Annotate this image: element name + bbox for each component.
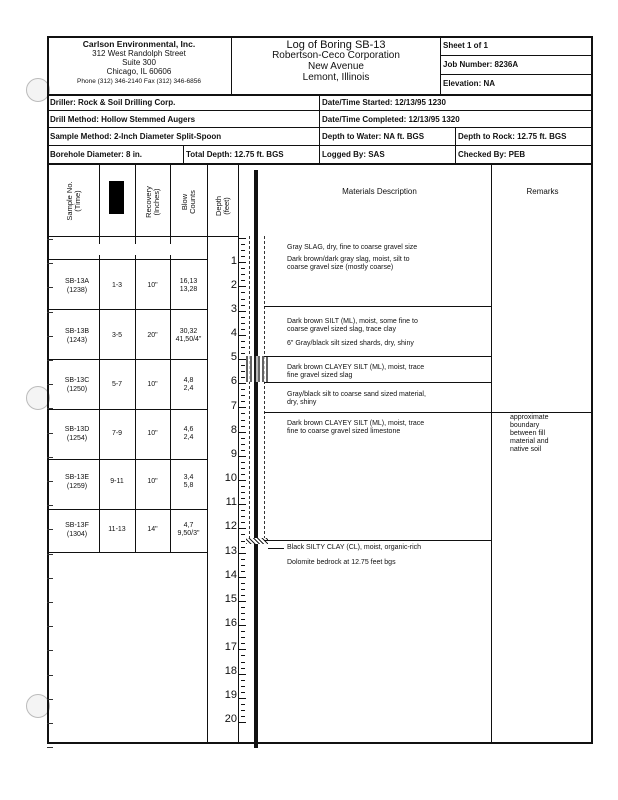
- depth-tick: [241, 547, 245, 548]
- depth-tick: [241, 655, 245, 656]
- depth-tick: [241, 571, 245, 572]
- elevation: Elevation: NA: [443, 79, 496, 88]
- margin-tick: [47, 578, 53, 579]
- sample-id: SB-13D: [64, 426, 90, 433]
- sample-time: (1304): [66, 531, 88, 538]
- sample-recovery: 10": [147, 430, 158, 437]
- depth-tick: [241, 589, 245, 590]
- depth-tick: [241, 541, 245, 542]
- sample-time: (1238): [66, 287, 88, 294]
- depth-tick: [241, 341, 245, 342]
- header-sample: Sample No. (Time): [65, 181, 82, 221]
- depth-label: 6: [230, 375, 237, 387]
- sample-id: SB-13E: [64, 474, 90, 481]
- margin-tick: [47, 408, 53, 409]
- margin-tick: [47, 699, 53, 700]
- depth-label: 16: [224, 617, 237, 629]
- sample-blow-1: 4,8: [183, 377, 194, 384]
- sample-blow-2: 13,28: [179, 286, 198, 293]
- depth-tick: [241, 613, 245, 614]
- margin-tick: [47, 554, 53, 555]
- depth-tick: [238, 504, 246, 505]
- depth-to-rock: Depth to Rock: 12.75 ft. BGS: [458, 132, 567, 141]
- depth-tick: [241, 510, 245, 511]
- depth-tick: [241, 280, 245, 281]
- margin-tick: [47, 312, 53, 313]
- depth-tick: [238, 456, 246, 457]
- depth-tick: [238, 722, 246, 723]
- depth-label: 14: [224, 569, 237, 581]
- depth-tick: [241, 274, 245, 275]
- depth-tick: [241, 450, 245, 451]
- depth-tick: [241, 686, 245, 687]
- depth-label: 20: [224, 713, 237, 725]
- depth-tick: [241, 268, 245, 269]
- project-street: New Avenue: [308, 61, 364, 72]
- remark-line: between fill: [510, 430, 546, 437]
- sample-blow-2: 41,50/4": [175, 336, 202, 343]
- depth-label: 17: [224, 641, 237, 653]
- desc-silty-clay: Black SILTY CLAY (CL), moist, organic-rich: [287, 544, 422, 551]
- sample-recovery: 20": [147, 332, 158, 339]
- checked-by: Checked By: PEB: [458, 150, 526, 159]
- depth-tick: [241, 710, 245, 711]
- company-name: Carlson Environmental, Inc.: [82, 39, 196, 49]
- depth-label: 5: [230, 351, 237, 363]
- sample-id: SB-13C: [64, 377, 90, 384]
- depth-label: 2: [230, 279, 237, 291]
- margin-tick: [47, 650, 53, 651]
- depth-tick: [241, 468, 245, 469]
- depth-tick: [238, 335, 246, 336]
- depth-tick: [241, 565, 245, 566]
- project-location: Lemont, Illinois: [302, 72, 370, 83]
- depth-label: 8: [230, 424, 237, 436]
- sample-blow-1: 30,32: [179, 328, 198, 335]
- company-suite: Suite 300: [122, 58, 156, 67]
- depth-tick: [241, 522, 245, 523]
- depth-tick: [241, 498, 245, 499]
- depth-tick: [241, 420, 245, 421]
- depth-tick: [241, 631, 245, 632]
- remark-line: native soil: [510, 446, 542, 453]
- sample-id: SB-13F: [65, 522, 89, 529]
- desc-clayey-silt-1: Dark brown CLAYEY SILT (ML), moist, trace: [287, 364, 425, 371]
- depth-tick: [241, 377, 245, 378]
- sample-blow-2: 2,4: [183, 434, 194, 441]
- company-contact: Phone (312) 346-2140 Fax (312) 346-6856: [77, 78, 201, 85]
- desc-silt-2: coarse gravel sized slag, trace clay: [287, 326, 396, 333]
- sample-blow-2: 9,50/3": [177, 530, 200, 537]
- driller: Driller: Rock & Soil Drilling Corp.: [50, 98, 176, 107]
- sample-time: (1259): [66, 483, 88, 490]
- depth-tick: [241, 292, 245, 293]
- depth-tick: [241, 662, 245, 663]
- depth-tick: [241, 716, 245, 717]
- depth-tick: [238, 625, 246, 626]
- depth-tick: [241, 668, 245, 669]
- depth-tick: [238, 432, 246, 433]
- depth-label: 3: [230, 303, 237, 315]
- sample-recovery: 10": [147, 381, 158, 388]
- margin-tick: [47, 457, 53, 458]
- desc-shards: 6" Gray/black silt sized shards, dry, shiny: [287, 340, 414, 347]
- remark-line: boundary: [510, 422, 540, 429]
- depth-tick: [241, 595, 245, 596]
- depth-label: 12: [224, 520, 237, 532]
- sample-method: Sample Method: 2-Inch Diameter Split-Spoon: [50, 132, 222, 141]
- desc-sand-material-1: Gray/black silt to coarse sand sized material,: [287, 391, 426, 398]
- header-materials: Materials Description: [342, 187, 417, 196]
- depth-tick: [238, 262, 246, 263]
- desc-dark-slag-2: coarse gravel size (mostly coarse): [287, 264, 394, 271]
- depth-tick: [241, 250, 245, 251]
- margin-tick: [47, 263, 53, 264]
- sample-interval: 7-9: [111, 430, 123, 437]
- sample-blow-1: 4,6: [183, 426, 194, 433]
- margin-tick: [47, 360, 53, 361]
- margin-tick: [47, 675, 53, 676]
- header-blow-counts: Blow Counts: [180, 190, 197, 214]
- margin-tick: [47, 723, 53, 724]
- desc-clayey-silt-limestone-2: fine to coarse gravel sized limestone: [287, 428, 401, 435]
- silty-clay-arrow: [268, 548, 284, 549]
- depth-tick: [241, 413, 245, 414]
- header-depth: Depth (feet): [214, 196, 231, 217]
- depth-label: 10: [224, 472, 237, 484]
- company-city: Chicago, IL 60606: [106, 67, 172, 76]
- depth-tick: [241, 534, 245, 535]
- sample-interval: 3-5: [111, 332, 123, 339]
- sample-interval: 5-7: [111, 381, 123, 388]
- depth-tick: [238, 311, 246, 312]
- sample-interval: 11-13: [108, 526, 126, 533]
- job-number: Job Number: 8236A: [443, 60, 519, 69]
- sample-recovery: 10": [147, 282, 158, 289]
- date-completed: Date/Time Completed: 12/13/95 1320: [322, 115, 460, 124]
- depth-label: 1: [230, 255, 237, 267]
- sample-time: (1243): [66, 337, 88, 344]
- remark-line: approximate: [510, 414, 549, 421]
- desc-gray-slag: Gray SLAG, dry, fine to coarse gravel size: [287, 244, 418, 251]
- sample-recovery: 10": [147, 478, 158, 485]
- depth-tick: [241, 329, 245, 330]
- depth-label: 19: [224, 689, 237, 701]
- depth-tick: [241, 299, 245, 300]
- logged-by: Logged By: SAS: [322, 150, 385, 159]
- sample-blow-1: 4,7: [183, 522, 194, 529]
- depth-tick: [241, 704, 245, 705]
- depth-tick: [238, 480, 246, 481]
- desc-dark-slag-1: Dark brown/dark gray slag, moist, silt to: [287, 256, 410, 263]
- depth-tick: [241, 426, 245, 427]
- desc-clayey-silt-2: fine gravel sized slag: [287, 372, 353, 379]
- header-remarks: Remarks: [526, 187, 559, 196]
- margin-tick: [47, 747, 53, 748]
- margin-tick: [47, 626, 53, 627]
- depth-tick: [241, 305, 245, 306]
- depth-label: 18: [224, 665, 237, 677]
- margin-tick: [47, 529, 53, 530]
- margin-tick: [47, 602, 53, 603]
- borehole-diameter: Borehole Diameter: 8 in.: [50, 150, 143, 159]
- depth-label: 4: [230, 327, 237, 339]
- depth-tick: [241, 365, 245, 366]
- sheet-number: Sheet 1 of 1: [443, 41, 488, 50]
- depth-tick: [238, 553, 246, 554]
- depth-label: 15: [224, 593, 237, 605]
- log-title: Log of Boring SB-13: [286, 39, 386, 51]
- depth-tick: [241, 353, 245, 354]
- sample-interval: 1-3: [111, 282, 123, 289]
- desc-clayey-silt-limestone-1: Dark brown CLAYEY SILT (ML), moist, trace: [287, 420, 425, 427]
- depth-tick: [238, 383, 246, 384]
- depth-tick: [241, 559, 245, 560]
- sample-blow-1: 3,4: [183, 474, 194, 481]
- depth-tick: [241, 438, 245, 439]
- sample-blow-2: 5,8: [183, 482, 194, 489]
- date-started: Date/Time Started: 12/13/95 1230: [322, 98, 446, 107]
- depth-tick: [238, 286, 246, 287]
- depth-tick: [238, 601, 246, 602]
- depth-label: 9: [230, 448, 237, 460]
- header-interval-redacted: [109, 181, 124, 214]
- sample-time: (1250): [66, 386, 88, 393]
- margin-tick: [47, 505, 53, 506]
- remark-line: material and: [510, 438, 549, 445]
- depth-tick: [241, 395, 245, 396]
- drill-method: Drill Method: Hollow Stemmed Augers: [50, 115, 196, 124]
- depth-tick: [241, 244, 245, 245]
- project-name: Robertson-Ceco Corporation: [272, 50, 400, 61]
- depth-tick: [238, 674, 246, 675]
- header-recovery: Recovery (Inches): [144, 186, 161, 218]
- depth-tick: [238, 238, 246, 239]
- depth-tick: [241, 486, 245, 487]
- depth-tick: [241, 619, 245, 620]
- depth-tick: [241, 607, 245, 608]
- desc-silt-1: Dark brown SILT (ML), moist, some fine to: [287, 318, 418, 325]
- total-depth: Total Depth: 12.75 ft. BGS: [186, 150, 284, 159]
- desc-bedrock: Dolomite bedrock at 12.75 feet bgs: [287, 559, 396, 566]
- depth-tick: [241, 347, 245, 348]
- depth-tick: [241, 680, 245, 681]
- depth-tick: [241, 643, 245, 644]
- margin-tick: [47, 336, 53, 337]
- depth-tick: [241, 317, 245, 318]
- margin-tick: [47, 481, 53, 482]
- depth-tick: [241, 444, 245, 445]
- margin-tick: [47, 384, 53, 385]
- depth-tick: [238, 698, 246, 699]
- depth-tick: [238, 407, 246, 408]
- depth-tick: [241, 323, 245, 324]
- margin-tick: [47, 433, 53, 434]
- depth-tick: [238, 649, 246, 650]
- depth-to-water: Depth to Water: NA ft. BGS: [322, 132, 425, 141]
- depth-tick: [241, 462, 245, 463]
- sample-recovery: 14": [147, 526, 158, 533]
- depth-label: 13: [224, 545, 237, 557]
- sample-id: SB-13A: [64, 278, 90, 285]
- depth-tick: [241, 583, 245, 584]
- depth-tick: [241, 492, 245, 493]
- sample-blow-2: 2,4: [183, 385, 194, 392]
- depth-tick: [241, 389, 245, 390]
- depth-tick: [241, 371, 245, 372]
- depth-label: 11: [225, 496, 237, 508]
- sample-time: (1254): [66, 435, 88, 442]
- margin-tick: [47, 239, 53, 240]
- sample-id: SB-13B: [64, 328, 90, 335]
- depth-tick: [238, 359, 246, 360]
- form-border: [47, 36, 593, 744]
- company-street: 312 West Randolph Street: [92, 49, 186, 58]
- sample-blow-1: 16,13: [179, 278, 198, 285]
- depth-tick: [241, 637, 245, 638]
- margin-tick: [47, 287, 53, 288]
- depth-tick: [238, 528, 246, 529]
- depth-tick: [241, 692, 245, 693]
- depth-label: 7: [230, 400, 237, 412]
- depth-tick: [238, 577, 246, 578]
- depth-tick: [241, 516, 245, 517]
- depth-tick: [241, 401, 245, 402]
- depth-tick: [241, 474, 245, 475]
- sample-interval: 9-11: [110, 478, 124, 485]
- desc-sand-material-2: dry, shiny: [287, 399, 317, 406]
- depth-tick: [241, 256, 245, 257]
